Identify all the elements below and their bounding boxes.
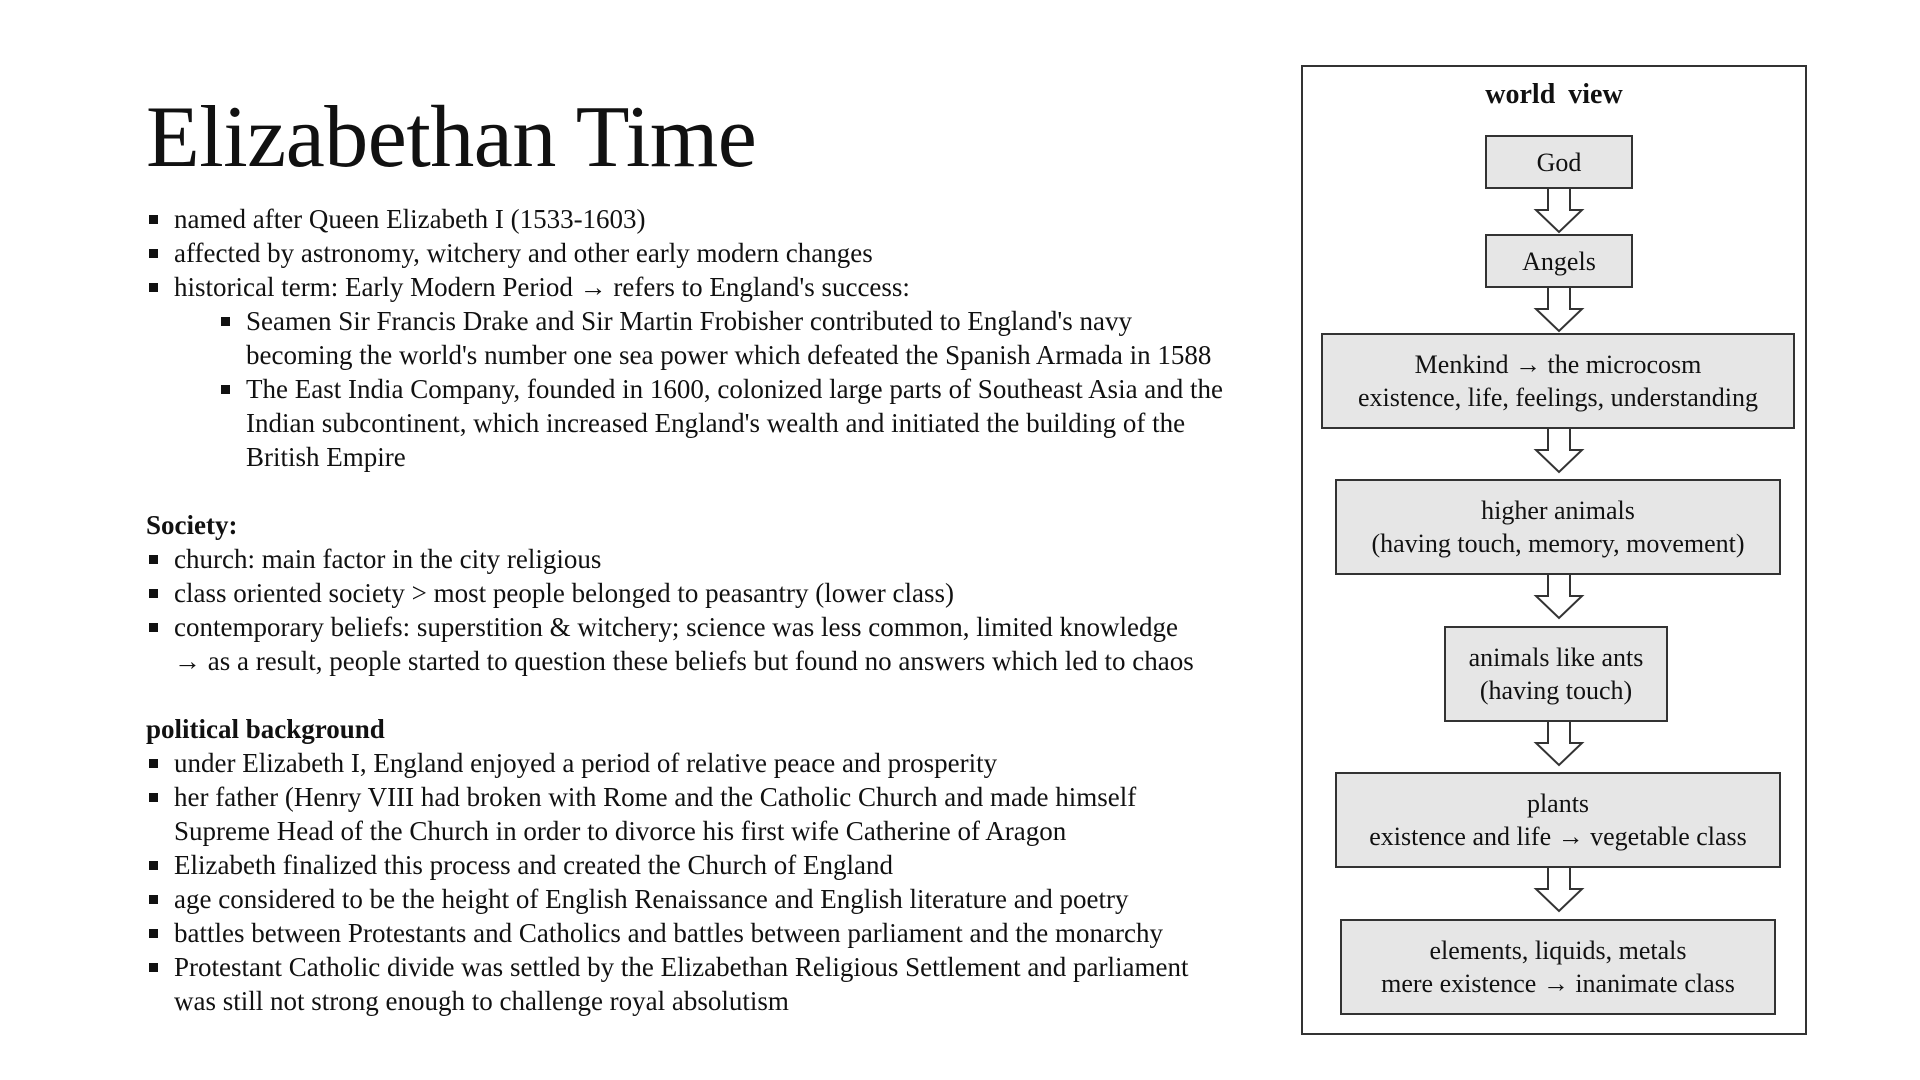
- list-item-line: under Elizabeth I, England enjoyed a period of relative peace and prosperity: [174, 748, 998, 778]
- node-label: (having touch, memory, movement): [1371, 529, 1745, 558]
- list-item: [218, 372, 1276, 474]
- hierarchy-node-angels: [1485, 234, 1633, 288]
- hierarchy-node-animals: [1444, 626, 1668, 722]
- list-item: class oriented society > most people belonged to peasantry (lower class): [146, 576, 1276, 610]
- page-title: Elizabethan Time: [146, 89, 757, 186]
- list-item-line: The East India Company, founded in 1600, colonized large parts of Southeast Asia and the: [246, 374, 1224, 404]
- node-label: (having touch): [1479, 676, 1633, 705]
- node-label: existence and life → vegetable class: [1369, 822, 1747, 851]
- list-item: [146, 780, 1276, 848]
- list-item-line: age considered to be the height of English Renaissance and English literature and poetry: [174, 884, 1129, 914]
- political-heading: political background: [146, 714, 385, 744]
- society-continuation: → as a result, people started to question these beliefs but found no answers which led to chaos: [174, 646, 1194, 676]
- list-item-line: becoming the world's number one sea power which defeated the Spanish Armada in 1588: [246, 340, 1212, 370]
- hierarchy-node-higher-animals: [1335, 479, 1781, 575]
- list-item-line: Elizabeth finalized this process and created the Church of England: [174, 850, 893, 880]
- world-view-panel: [1301, 65, 1807, 1035]
- node-label: elements, liquids, metals: [1429, 936, 1687, 965]
- down-arrow-icon: [1531, 867, 1587, 913]
- intro-bullet-list: [146, 202, 1276, 304]
- list-item-line: Supreme Head of the Church in order to divorce his first wife Catherine of Aragon: [174, 816, 1067, 846]
- society-heading: Society:: [146, 510, 238, 540]
- node-label: higher animals: [1481, 496, 1635, 525]
- hierarchy-node-god: [1485, 135, 1633, 189]
- down-arrow-icon: [1531, 287, 1587, 333]
- down-arrow-icon: [1531, 188, 1587, 234]
- list-item: [218, 304, 1276, 372]
- down-arrow-icon: [1531, 721, 1587, 767]
- society-bullet-list: [146, 542, 1276, 644]
- node-label: mere existence → inanimate class: [1381, 969, 1735, 998]
- down-arrow-icon: [1531, 574, 1587, 620]
- list-item: contemporary beliefs: superstition & witchery; science was less common, limited knowledge: [146, 610, 1276, 644]
- list-item: named after Queen Elizabeth I (1533-1603): [146, 202, 1276, 236]
- list-item-line: was still not strong enough to challenge royal absolutism: [174, 986, 789, 1016]
- list-item-line: her father (Henry VIII had broken with Rome and the Catholic Church and made himself: [174, 782, 1137, 812]
- list-item: [146, 882, 1276, 916]
- list-item: church: main factor in the city religious: [146, 542, 1276, 576]
- hierarchy-node-mankind: [1321, 333, 1795, 429]
- list-item-line: British Empire: [246, 442, 406, 472]
- node-label: plants: [1526, 789, 1590, 818]
- list-item: [146, 848, 1276, 882]
- main-text-column: [146, 202, 1276, 1018]
- list-item: affected by astronomy, witchery and other early modern changes: [146, 236, 1276, 270]
- list-item-line: Indian subcontinent, which increased England's wealth and initiated the building of the: [246, 408, 1186, 438]
- list-item-line: Protestant Catholic divide was settled by the Elizabethan Religious Settlement and parliament: [174, 952, 1189, 982]
- list-item-line: Seamen Sir Francis Drake and Sir Martin Frobisher contributed to England's navy: [246, 306, 1132, 336]
- political-bullet-list: [146, 746, 1276, 1018]
- node-label: God: [1536, 147, 1582, 177]
- node-label: animals like ants: [1468, 643, 1644, 672]
- list-item: historical term: Early Modern Period → refers to England's success:: [146, 270, 1276, 304]
- hierarchy-node-plants: [1335, 772, 1781, 868]
- node-label: Angels: [1522, 246, 1596, 276]
- node-label: Menkind → the microcosm: [1414, 350, 1702, 379]
- down-arrow-icon: [1531, 428, 1587, 474]
- hierarchy-node-elements: [1340, 919, 1776, 1015]
- list-item: [146, 916, 1276, 950]
- world-view-title: world view: [1485, 79, 1623, 110]
- node-label: existence, life, feelings, understanding: [1358, 383, 1758, 412]
- list-item: [146, 950, 1276, 1018]
- sub-bullet-list: [146, 304, 1276, 474]
- list-item: [146, 746, 1276, 780]
- list-item-line: battles between Protestants and Catholics and battles between parliament and the monarchy: [174, 918, 1163, 948]
